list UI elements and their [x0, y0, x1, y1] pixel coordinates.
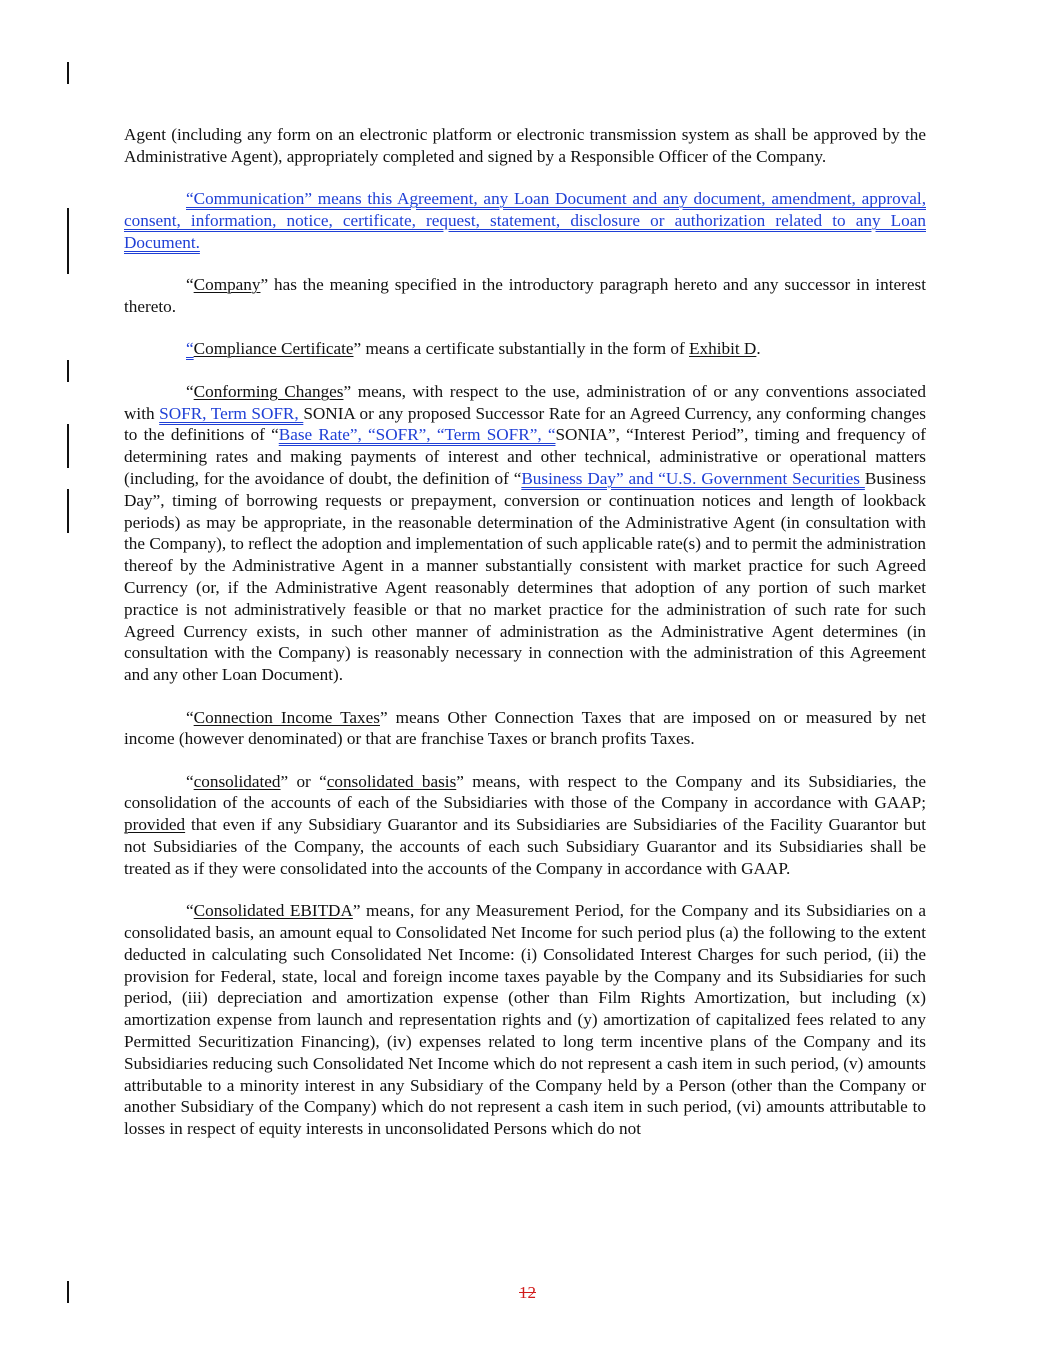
- inserted-text: “Communication” means this Agreement, any Loan Document and any document, amendment, approval, consent, information, notice, certificate, request, statement, disclosure or authorization related to any Loan Document.: [124, 189, 926, 252]
- quote: “: [186, 771, 194, 791]
- inserted-text: SOFR, Term SOFR,: [159, 403, 304, 423]
- change-bar: [67, 62, 69, 84]
- definition-text: ” means Other Connection Taxes that are imposed on or measured by net income (however denominated) or that are franchise Taxes or branch profits Taxes.: [124, 707, 927, 749]
- quote: “: [186, 275, 194, 295]
- definition-text: Business Day”, timing of borrowing requests or prepayment, conversion or continuation notices and length of lookback periods) as may be appropriate, in the reasonable determination of the Administrative Agent (in consultation with the Company), to reflect the adoption and implementation of such applicable rate(s) and to permit the administration thereof by the Administrative Agent in a manner substantially consistent with market practice for such Agreed Currency (or, if the Administrative Agent reasonably determines that adoption of any portion of such market practice is not administratively feasible or that no market practice for the administration of such rate for such Agreed Currency exists, in such other manner of administration as the Administrative Agent determines (in consultation with the Company) is reasonably necessary in connection with the administration of this Agreement and any other Loan Document).: [124, 468, 926, 685]
- defined-term: Connection Income Taxes: [193, 707, 380, 727]
- quote: “: [186, 901, 194, 921]
- definition-text: .: [756, 339, 761, 359]
- defined-term: Compliance Certificate: [193, 339, 354, 359]
- definition-text: SONIA or any proposed Successor Rate for an Agreed Currency, any conforming changes to the definitions of “: [124, 403, 926, 445]
- definition-communication: [124, 188, 926, 253]
- change-bar: [67, 360, 69, 382]
- definition-compliance-certificate: [124, 338, 926, 360]
- definition-text: SONIA”, “Interest Period”, timing and frequency of determining rates and making payments of interest and other technical, administrative or operational matters (including, for the avoidance of doubt, the definition of “: [124, 425, 926, 488]
- definition-text: ” means, for any Measurement Period, for the Company and its Subsidiaries on a consolidated basis, an amount equal to Consolidated Net Income for such period plus (a) the following to the extent deducted in calculating such Consolidated Net Income: (i) Consolidated Interest Charges for such period, (ii) the provision for Federal, state, local and foreign income taxes payable by the Company and its Subsidiaries for such period, (iii) depreciation and amortization expense (other than Film Rights Amortization, but including (x) amortization expense from launch and representation rights and (y) amortization of capitalized fees related to any Permitted Securitization Financing), (iv) expenses related to long term incentive plans of the Company and its Subsidiaries reducing such Consolidated Net Income which do not represent a cash item in such period, (v) amounts attributable to a minority interest in any Subsidiary of the Company held by a Person (other than the Company or another Subsidiary of the Company) which do not represent a cash item in such period, (vi) amounts attributable to losses in respect of equity interests in unconsolidated Persons which do not: [124, 901, 926, 1139]
- definition-connection-income-taxes: [124, 707, 926, 751]
- paragraph-continuation: [124, 124, 926, 168]
- exhibit-reference: Exhibit D: [689, 339, 757, 359]
- quote: “: [186, 707, 194, 727]
- inserted-text: Business Day” and “U.S. Government Securities: [521, 468, 865, 488]
- definition-text: ” means, with respect to the use, administration of or any conventions associated with: [124, 381, 927, 423]
- quote: “: [186, 381, 194, 401]
- defined-term: Conforming Changes: [193, 381, 344, 401]
- page-number: [0, 1283, 1055, 1303]
- proviso-term: provided: [124, 815, 186, 835]
- definition-text: ” means, with respect to the Company and its Subsidiaries, the consolidation of the accounts of each of the Subsidiaries with those of the Company in accordance with GAAP;: [124, 771, 927, 813]
- paragraph-text: Agent (including any form on an electronic platform or electronic transmission system as shall be approved by the Administrative Agent), appropriately completed and signed by a Responsible Officer of the Company.: [124, 125, 926, 166]
- change-bar: [67, 208, 69, 274]
- defined-term: consolidated: [193, 771, 281, 791]
- inserted-quote: “: [186, 339, 194, 359]
- defined-term: Consolidated EBITDA: [193, 901, 353, 921]
- change-bar: [67, 489, 69, 533]
- definition-consolidated-ebitda: [124, 900, 926, 1140]
- definition-text: ” means a certificate substantially in the form of: [353, 339, 690, 359]
- defined-term: Company: [193, 275, 261, 295]
- definition-text: ” or “: [280, 771, 327, 791]
- definition-text: that even if any Subsidiary Guarantor and its Subsidiaries are Subsidiaries of the Facility Guarantor but not Subsidiaries of the Company, the accounts of each such Subsidiary Guarantor and its Subsidiaries shall be treated as if they were consolidated into the accounts of the Company in accordance with GAAP.: [124, 815, 926, 878]
- inserted-text: Base Rate”, “SOFR”, “Term SOFR”, “: [278, 425, 556, 445]
- document-page: [124, 124, 926, 1161]
- deleted-page-number: 12: [519, 1283, 536, 1302]
- defined-term: consolidated basis: [326, 771, 457, 791]
- change-bar: [67, 424, 69, 468]
- definition-conforming-changes: [124, 381, 926, 686]
- definition-company: [124, 274, 926, 318]
- definition-consolidated: [124, 771, 926, 880]
- definition-text: ” has the meaning specified in the introductory paragraph hereto and any successor in interest thereto.: [124, 275, 926, 316]
